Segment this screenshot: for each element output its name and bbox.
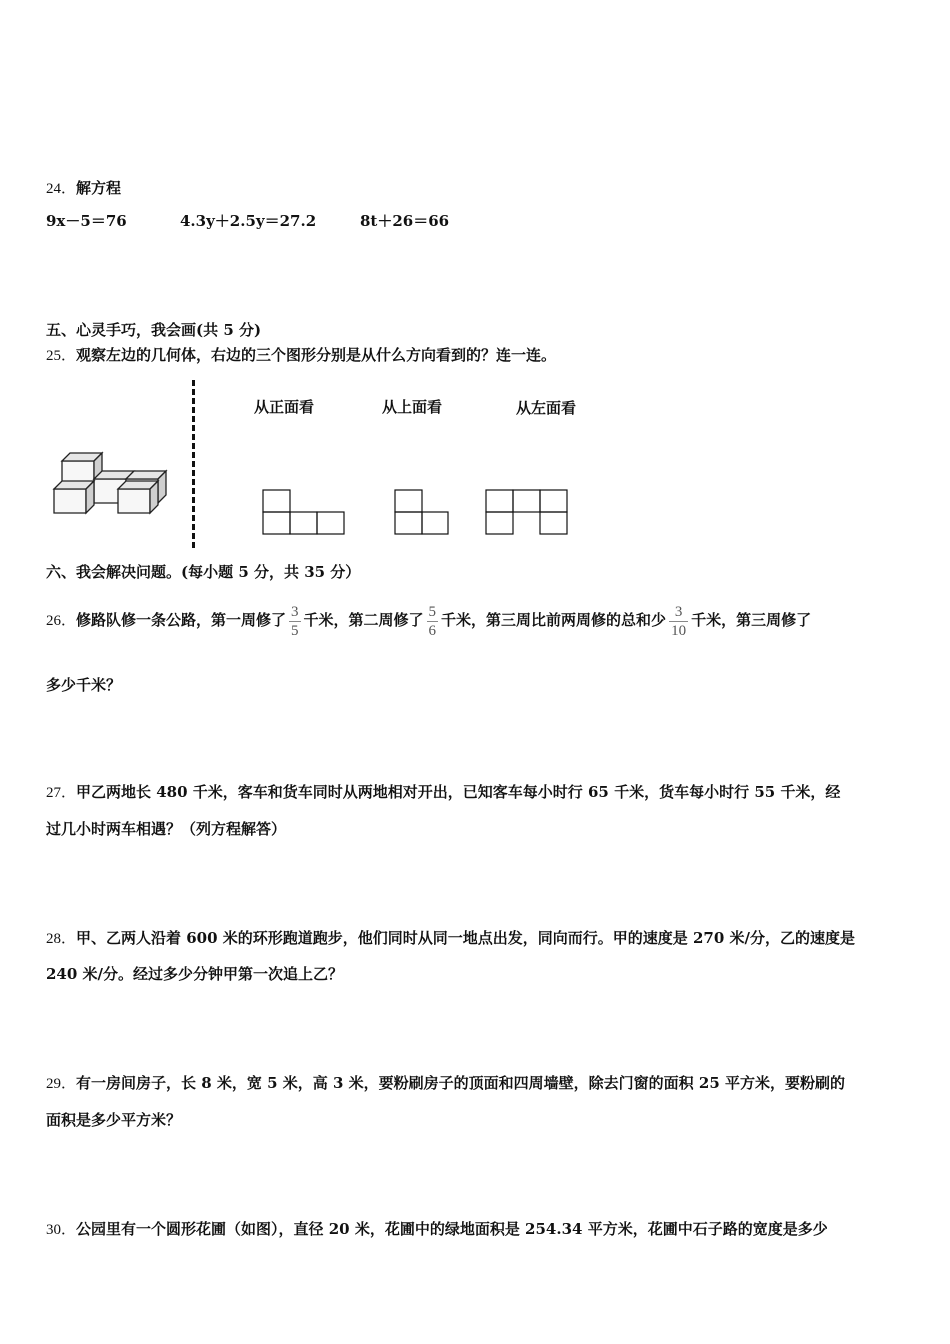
q24-equation-1: 9x－5＝76 [46, 212, 127, 230]
q26-text-1: 修路队修一条公路，第一周修了 [76, 611, 287, 629]
view-label-left: 从左面看 [516, 399, 577, 417]
q29-text-1: 有一房间房子，长 8 米，宽 5 米，高 3 米，要粉刷房子的顶面和四周墙壁，除去门窗的面积 25 平方米，要粉刷的 [76, 1074, 845, 1092]
q27-text-1: 甲乙两地长 480 千米，客车和货车同时从两地相对开出，已知客车每小时行 65 千米，货车每小时行 55 千米，经 [76, 783, 841, 801]
q25-text: 观察左边的几何体，右边的三个图形分别是从什么方向看到的？连一连。 [76, 346, 557, 364]
view-label-front: 从正面看 [254, 398, 315, 416]
view-label-top: 从上面看 [382, 398, 443, 416]
q27-number: 27． [46, 785, 77, 801]
q26-fraction-2-denominator: 6 [428, 622, 437, 639]
view-shape-a [262, 489, 346, 535]
q26-number: 26． [46, 613, 77, 629]
dashed-divider [192, 380, 195, 548]
q26-line1 [46, 588, 811, 652]
q29-line2: 面积是多少平方米？ [46, 1111, 182, 1129]
q26-fraction-1-numerator: 3 [291, 603, 299, 620]
view-shape-b [394, 489, 450, 535]
q28-text-1: 甲、乙两人沿着 600 米的环形跑道跑步，他们同时从同一地点出发，同向而行。甲的速度是 270 米/分，乙的速度是 [76, 929, 856, 947]
q26-fraction-3 [669, 603, 688, 640]
q26-fraction-1 [289, 603, 301, 640]
q28-line2: 240 米/分。经过多少分钟甲第一次追上乙？ [46, 965, 344, 983]
q24-title: 解方程 [76, 179, 122, 197]
q28-number: 28． [46, 931, 77, 947]
q27-line2: 过几小时两车相遇？（列方程解答） [46, 820, 287, 838]
q27-line1 [46, 781, 840, 802]
q26-fraction-1-denominator: 5 [291, 622, 299, 639]
q26-fraction-2-numerator: 5 [428, 603, 437, 620]
q24-equation-2: 4.3y＋2.5y＝27.2 [180, 212, 317, 230]
q26-fraction-3-denominator: 10 [671, 622, 687, 639]
q28-line1 [46, 927, 855, 948]
q30-line1 [46, 1218, 828, 1239]
q30-text-1: 公园里有一个圆形花圃（如图），直径 20 米，花圃中的绿地面积是 254.34 平方米，花圃中石子路的宽度是多少 [76, 1220, 828, 1238]
q24-equation-3: 8t＋26＝66 [360, 212, 450, 230]
q29-number: 29． [46, 1076, 77, 1092]
view-shape-c [485, 489, 569, 535]
q30-number: 30． [46, 1222, 77, 1238]
q25-number: 25． [46, 348, 77, 364]
q26-text-3: 千米，第三周比前两周修的总和少 [441, 611, 667, 629]
section6-title: 六、我会解决问题。(每小题 5 分，共 35 分） [46, 563, 361, 581]
q24-heading [46, 177, 121, 198]
q26-text-4: 千米，第三周修了 [691, 611, 812, 629]
q26-fraction-3-numerator: 3 [669, 603, 688, 622]
section5-title: 五、心灵手巧，我会画(共 5 分) [46, 321, 262, 339]
q24-number: 24． [46, 181, 77, 197]
q29-line1 [46, 1072, 845, 1093]
q25-question [46, 344, 556, 365]
q26-line2: 多少千米？ [46, 676, 122, 694]
cube-solid-figure [48, 445, 168, 520]
q26-fraction-2 [427, 603, 439, 640]
q26-text-2: 千米，第二周修了 [303, 611, 424, 629]
